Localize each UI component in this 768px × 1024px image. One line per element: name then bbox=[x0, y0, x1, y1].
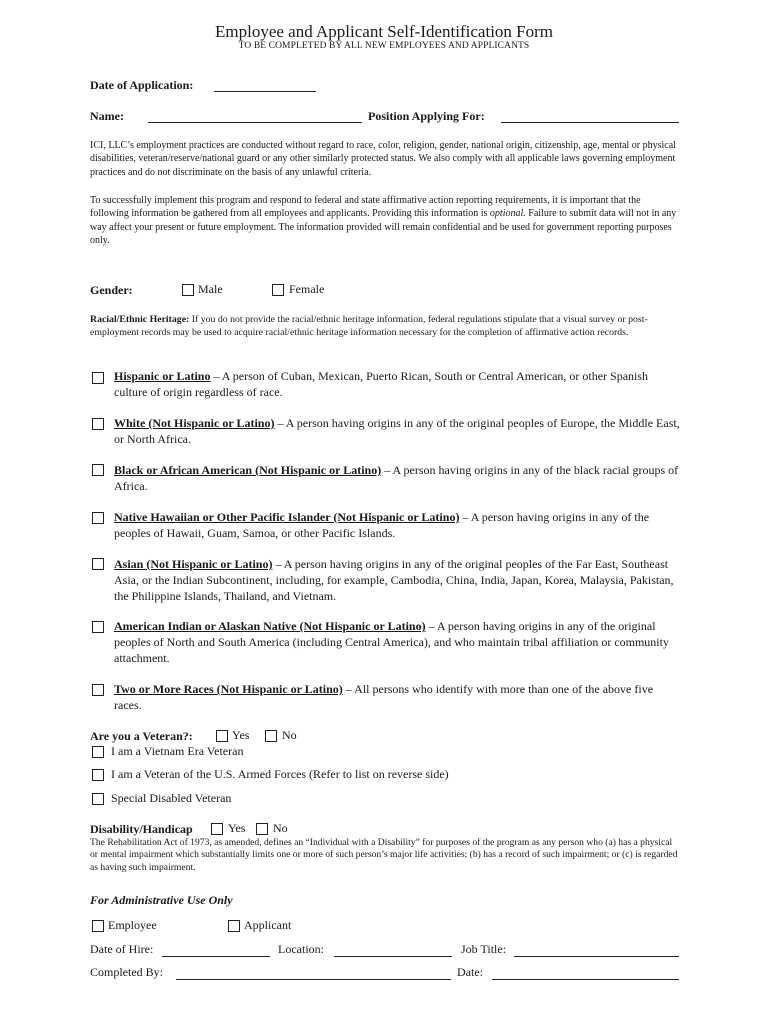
armed-forces-checkbox[interactable] bbox=[92, 769, 104, 781]
race-option-name: Asian (Not Hispanic or Latino) bbox=[114, 557, 273, 571]
gender-label: Gender: bbox=[90, 283, 133, 297]
race-option-desc: – A person having origins in any of the black racial groups of Africa. bbox=[114, 463, 679, 493]
armed-forces-label: I am a Veteran of the U.S. Armed Forces (Refer to list on reverse side) bbox=[111, 767, 449, 781]
heritage-note-text: If you do not provide the racial/ethnic heritage information, federal regulations stipulate that a visual survey or post-employment records may be used to acquire racial/ethnic heritage information necessary for the completion of affirmative action records. bbox=[90, 314, 648, 339]
completed-by-field[interactable] bbox=[176, 979, 451, 980]
race-option-name: Black or African American (Not Hispanic or Latino) bbox=[114, 463, 382, 477]
veteran-yes-label: Yes bbox=[232, 728, 250, 742]
disability-yes-checkbox[interactable] bbox=[211, 823, 223, 835]
position-label: Position Applying For: bbox=[368, 109, 485, 123]
admin-heading: For Administrative Use Only bbox=[90, 893, 233, 907]
date-of-application-label: Date of Application: bbox=[90, 78, 194, 92]
admin-date-label: Date: bbox=[457, 965, 483, 979]
race-option-name: White (Not Hispanic or Latino) bbox=[114, 416, 275, 430]
date-of-hire-label: Date of Hire: bbox=[90, 942, 154, 956]
race-black-checkbox[interactable] bbox=[92, 464, 104, 476]
race-pacific-islander-checkbox[interactable] bbox=[92, 512, 104, 524]
special-disabled-checkbox[interactable] bbox=[92, 793, 104, 805]
reporting-paragraph bbox=[90, 194, 680, 248]
location-field[interactable] bbox=[334, 956, 452, 957]
race-option-asian bbox=[114, 556, 680, 604]
heritage-label: Racial/Ethnic Heritage: bbox=[90, 314, 190, 325]
race-option-desc: – A person having origins in any of the original peoples of Europe, the Middle East, or North Africa. bbox=[114, 416, 680, 446]
admin-employee-label: Employee bbox=[108, 918, 157, 932]
heritage-note bbox=[90, 313, 680, 339]
race-option-hispanic bbox=[114, 368, 680, 400]
race-two-or-more-checkbox[interactable] bbox=[92, 684, 104, 696]
race-option-two-or-more bbox=[114, 681, 680, 713]
race-option-name: Two or More Races (Not Hispanic or Latino) bbox=[114, 682, 343, 696]
race-option-desc: – A person having origins in any of the original peoples of North and South America (including Central America), and who maintain tribal affiliation or community attachment. bbox=[114, 619, 669, 665]
race-hispanic-checkbox[interactable] bbox=[92, 372, 104, 384]
disability-yes-label: Yes bbox=[228, 821, 246, 835]
form-title: Employee and Applicant Self-Identification Form bbox=[214, 22, 554, 41]
race-option-name: Native Hawaiian or Other Pacific Islander (Not Hispanic or Latino) bbox=[114, 510, 460, 524]
race-option-name: American Indian or Alaskan Native (Not Hispanic or Latino) bbox=[114, 619, 426, 633]
race-option-black bbox=[114, 462, 680, 494]
race-option-name: Hispanic or Latino bbox=[114, 369, 211, 383]
name-field[interactable] bbox=[148, 122, 362, 123]
race-option-desc: – A person having origins in any of the original peoples of the Far East, Southeast Asia, or the Indian Subcontinent, including, for example, Cambodia, China, India, Japan, Korea, Malaysia, Pakistan, the Philippine Islands, Thailand, and Vietnam. bbox=[114, 557, 674, 603]
policy-paragraph: ICI, LLC’s employment practices are conducted without regard to race, color, religion, gender, national origin, citizenship, age, mental or physical disabilities, veteran/reserve/national guard or any other similarly protected status. We also comply with all applicable laws governing employment practices and do not discriminate on the basis of any unlawful criteria. bbox=[90, 140, 676, 178]
veteran-label: Are you a Veteran?: bbox=[90, 729, 193, 743]
job-title-field[interactable] bbox=[514, 956, 679, 957]
reporting-text-2: Failure to submit data will not in any way affect your present or future employment. The information provided will remain confidential and be used for government reporting purposes only. bbox=[90, 208, 677, 247]
reporting-text-1: To successfully implement this program and respond to federal and state affirmative action reporting requirements, it is important that the following information be gathered from all employees and applicants. Providing this information is bbox=[90, 195, 641, 220]
race-option-desc: – All persons who identify with more than one of the above five races. bbox=[114, 682, 654, 712]
name-label: Name: bbox=[90, 109, 124, 123]
race-white-checkbox[interactable] bbox=[92, 418, 104, 430]
optional-emphasis: optional. bbox=[489, 208, 526, 220]
disability-note: The Rehabilitation Act of 1973, as amended, defines an “Individual with a Disability” for purposes of the program as any person who (a) has a physical or mental impairment which substantially limits one or more of such person’s major life activities; (b) has a record of such impairment; or (c) is regarded as having such impairment. bbox=[90, 837, 678, 873]
vietnam-era-label: I am a Vietnam Era Veteran bbox=[111, 744, 244, 758]
job-title-label: Job Title: bbox=[461, 942, 507, 956]
race-option-pacific-islander bbox=[114, 509, 680, 541]
veteran-no-label: No bbox=[282, 728, 297, 742]
position-field[interactable] bbox=[501, 122, 679, 123]
gender-male-label: Male bbox=[198, 282, 223, 296]
admin-date-field[interactable] bbox=[492, 979, 679, 980]
completed-by-label: Completed By: bbox=[90, 965, 163, 979]
race-option-white bbox=[114, 415, 680, 447]
admin-applicant-checkbox[interactable] bbox=[228, 920, 240, 932]
admin-employee-checkbox[interactable] bbox=[92, 920, 104, 932]
date-of-application-field[interactable] bbox=[214, 91, 316, 92]
disability-label: Disability/Handicap bbox=[90, 822, 193, 836]
veteran-no-checkbox[interactable] bbox=[265, 730, 277, 742]
gender-male-checkbox[interactable] bbox=[182, 284, 194, 296]
race-american-indian-checkbox[interactable] bbox=[92, 621, 104, 633]
race-asian-checkbox[interactable] bbox=[92, 558, 104, 570]
date-of-hire-field[interactable] bbox=[162, 956, 270, 957]
admin-applicant-label: Applicant bbox=[244, 918, 292, 932]
special-disabled-label: Special Disabled Veteran bbox=[111, 791, 232, 805]
gender-female-label: Female bbox=[289, 282, 325, 296]
location-label: Location: bbox=[278, 942, 324, 956]
form-subtitle: TO BE COMPLETED BY ALL NEW EMPLOYEES AND APPLICANTS bbox=[238, 41, 530, 51]
race-option-desc: – A person having origins in any of the peoples of Hawaii, Guam, Samoa, or other Pacific Islands. bbox=[114, 510, 650, 540]
disability-no-label: No bbox=[273, 821, 288, 835]
veteran-yes-checkbox[interactable] bbox=[216, 730, 228, 742]
disability-no-checkbox[interactable] bbox=[256, 823, 268, 835]
vietnam-era-checkbox[interactable] bbox=[92, 746, 104, 758]
race-option-american-indian bbox=[114, 618, 680, 666]
gender-female-checkbox[interactable] bbox=[272, 284, 284, 296]
race-option-desc: – A person of Cuban, Mexican, Puerto Rican, South or Central American, or other Spanish culture of origin regardless of race. bbox=[114, 369, 649, 399]
